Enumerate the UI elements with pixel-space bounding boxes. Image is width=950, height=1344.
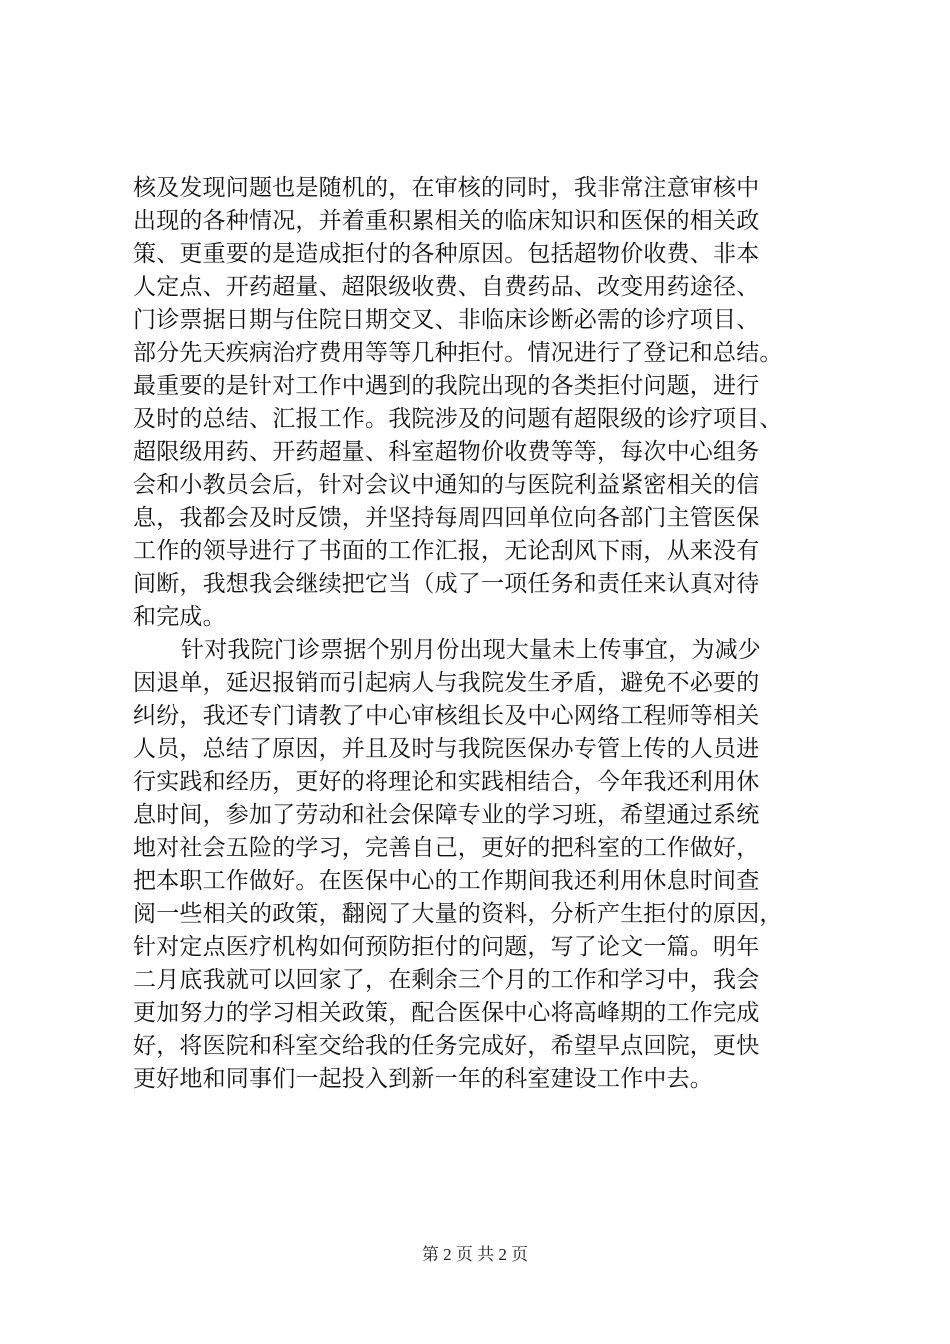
text-line: 核及发现问题也是随机的，在审核的同时，我非常注意审核中 bbox=[133, 175, 760, 201]
body-text bbox=[133, 172, 848, 1096]
text-line: 最重要的是针对工作中遇到的我院出现的各类拒付问题，进行 bbox=[133, 373, 760, 399]
text-line: 会和小教员会后，针对会议中通知的与医院利益紧密相关的信 bbox=[133, 472, 760, 498]
text-line: 超限级用药、开药超量、科室超物价收费等等，每次中心组务 bbox=[133, 439, 760, 465]
text-line: 二月底我就可以回家了，在剩余三个月的工作和学习中，我会 bbox=[133, 967, 760, 993]
text-line: 更加努力的学习相关政策，配合医保中心将高峰期的工作完成 bbox=[133, 1000, 760, 1026]
text-line: 部分先天疾病治疗费用等等几种拒付。情况进行了登记和总结。 bbox=[133, 340, 783, 366]
text-line: 息，我都会及时反馈，并坚持每周四回单位向各部门主管医保 bbox=[133, 505, 760, 531]
text-line: 人定点、开药超量、超限级收费、自费药品、改变用药途径、 bbox=[133, 274, 760, 300]
text-line: 工作的领导进行了书面的工作汇报，无论刮风下雨，从来没有 bbox=[133, 538, 760, 564]
text-line: 把本职工作做好。在医保中心的工作期间我还利用休息时间查 bbox=[133, 868, 760, 894]
text-line: 人员，总结了原因，并且及时与我院医保办专管上传的人员进 bbox=[133, 736, 760, 762]
paragraph-first-line: 针对我院门诊票据个别月份出现大量未上传事宜，为减少 bbox=[181, 637, 761, 663]
text-line: 地对社会五险的学习，完善自己，更好的把科室的工作做好， bbox=[133, 835, 760, 861]
text-line: 间断，我想我会继续把它当（成了一项任务和责任来认真对待 bbox=[133, 571, 760, 597]
text-line: 息时间，参加了劳动和社会保障专业的学习班，希望通过系统 bbox=[133, 802, 760, 828]
page-number-footer: 第 2 页 共 2 页 bbox=[421, 1245, 529, 1264]
text-line: 针对定点医疗机构如何预防拒付的问题，写了论文一篇。明年 bbox=[133, 934, 760, 960]
text-line: 阅一些相关的政策，翻阅了大量的资料，分析产生拒付的原因， bbox=[133, 901, 783, 927]
text-line: 更好地和同事们一起投入到新一年的科室建设工作中去。 bbox=[133, 1066, 713, 1092]
text-line: 出现的各种情况，并着重积累相关的临床知识和医保的相关政 bbox=[133, 208, 760, 234]
text-line: 好，将医院和科室交给我的任务完成好，希望早点回院，更快 bbox=[133, 1033, 760, 1059]
text-line: 和完成。 bbox=[133, 604, 226, 630]
text-line: 门诊票据日期与住院日期交叉、非临床诊断必需的诊疗项目、 bbox=[133, 307, 760, 333]
text-line: 纠纷，我还专门请教了中心审核组长及中心网络工程师等相关 bbox=[133, 703, 760, 729]
text-line: 及时的总结、汇报工作。我院涉及的问题有超限级的诊疗项目、 bbox=[133, 406, 783, 432]
text-line: 策、更重要的是造成拒付的各种原因。包括超物价收费、非本 bbox=[133, 241, 760, 267]
text-line: 因退单，延迟报销而引起病人与我院发生矛盾，避免不必要的 bbox=[133, 670, 760, 696]
text-line: 行实践和经历，更好的将理论和实践相结合，今年我还利用休 bbox=[133, 769, 760, 795]
